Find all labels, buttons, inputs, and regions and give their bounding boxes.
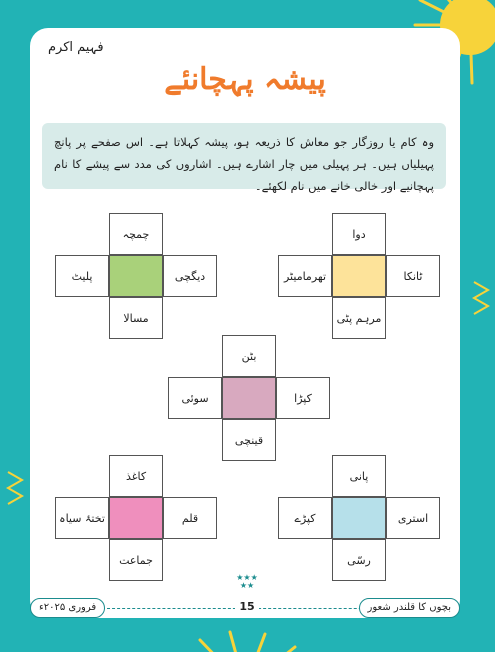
issue-date: فروری ۲۰۲۵ء bbox=[30, 598, 105, 618]
clue-right: کپڑا bbox=[276, 377, 330, 419]
answer-box[interactable] bbox=[109, 497, 163, 539]
zigzag-decoration-right-icon bbox=[470, 280, 492, 320]
clue-left: سوئی bbox=[168, 377, 222, 419]
answer-box[interactable] bbox=[222, 377, 276, 419]
intro-text: وہ کام یا روزگار جو معاش کا ذریعہ ہو، پیشہ کہلاتا ہے۔ اس صفحے پر پانچ پہیلیاں ہیں۔ ہر پہیلی میں چار اشارے ہیں۔ اشاروں کی مدد سے پیشے کا نام پہچانیے اور خالی خانے میں نام لکھئے۔ bbox=[42, 123, 446, 189]
clue-top: دوا bbox=[332, 213, 386, 255]
magazine-name: بچوں کا قلندر شعور bbox=[359, 598, 460, 618]
clue-left: تختۂ سیاہ bbox=[55, 497, 109, 539]
answer-box[interactable] bbox=[332, 497, 386, 539]
clue-top: پانی bbox=[332, 455, 386, 497]
clue-right: دیگچی bbox=[163, 255, 217, 297]
clue-bottom: رسّی bbox=[332, 539, 386, 581]
clue-top: بٹن bbox=[222, 335, 276, 377]
stars-icon: ★★★ ★★ bbox=[236, 573, 258, 590]
page-title: پیشہ پہچانئے bbox=[164, 62, 326, 97]
clue-right: استری bbox=[386, 497, 440, 539]
answer-box[interactable] bbox=[109, 255, 163, 297]
clue-bottom: جماعت bbox=[109, 539, 163, 581]
clue-right: ٹانکا bbox=[386, 255, 440, 297]
clue-bottom: مسالا bbox=[109, 297, 163, 339]
clue-left: کپڑے bbox=[278, 497, 332, 539]
clue-bottom: مرہم پٹی bbox=[332, 297, 386, 339]
clue-left: تھرمامیٹر bbox=[278, 255, 332, 297]
clue-bottom: قینچی bbox=[222, 419, 276, 461]
clue-top: کاغذ bbox=[109, 455, 163, 497]
clue-top: چمچہ bbox=[109, 213, 163, 255]
page-number: 15 bbox=[235, 600, 259, 613]
answer-box[interactable] bbox=[332, 255, 386, 297]
worksheet-page bbox=[30, 28, 460, 618]
page-footer bbox=[30, 573, 460, 618]
author-name: فہیم اکرم bbox=[48, 40, 104, 55]
zigzag-decoration-icon bbox=[4, 470, 26, 510]
clue-left: پلیٹ bbox=[55, 255, 109, 297]
clue-right: قلم bbox=[163, 497, 217, 539]
sun-bottom-decoration-icon bbox=[170, 612, 320, 652]
